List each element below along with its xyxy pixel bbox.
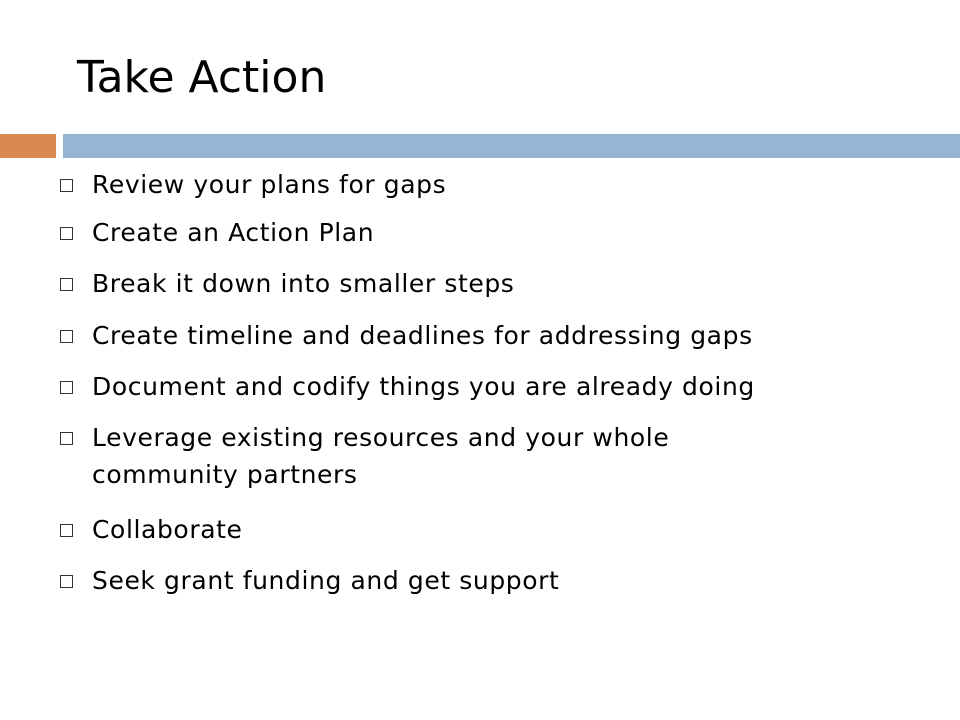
bullet-text: Create timeline and deadlines for addressing gaps: [92, 321, 753, 350]
bullet-text: Leverage existing resources and your whole community partners: [92, 423, 670, 489]
square-bullet-icon: [60, 179, 73, 192]
square-bullet-icon: [60, 432, 73, 445]
square-bullet-icon: [60, 227, 73, 240]
bullet-text: Break it down into smaller steps: [92, 269, 515, 298]
bullet-text: Collaborate: [92, 515, 243, 544]
bullet-text: Document and codify things you are already doing: [92, 372, 755, 401]
bullet-text: Create an Action Plan: [92, 218, 375, 247]
square-bullet-icon: [60, 524, 73, 537]
bullet-text: Review your plans for gaps: [92, 170, 447, 199]
square-bullet-icon: [60, 330, 73, 343]
accent-bar-orange: [0, 134, 56, 158]
square-bullet-icon: [60, 278, 73, 291]
slide-title: Take Action: [77, 52, 327, 103]
bullet-text: Seek grant funding and get support: [92, 566, 560, 595]
square-bullet-icon: [60, 575, 73, 588]
square-bullet-icon: [60, 381, 73, 394]
accent-bar-blue: [63, 134, 960, 158]
